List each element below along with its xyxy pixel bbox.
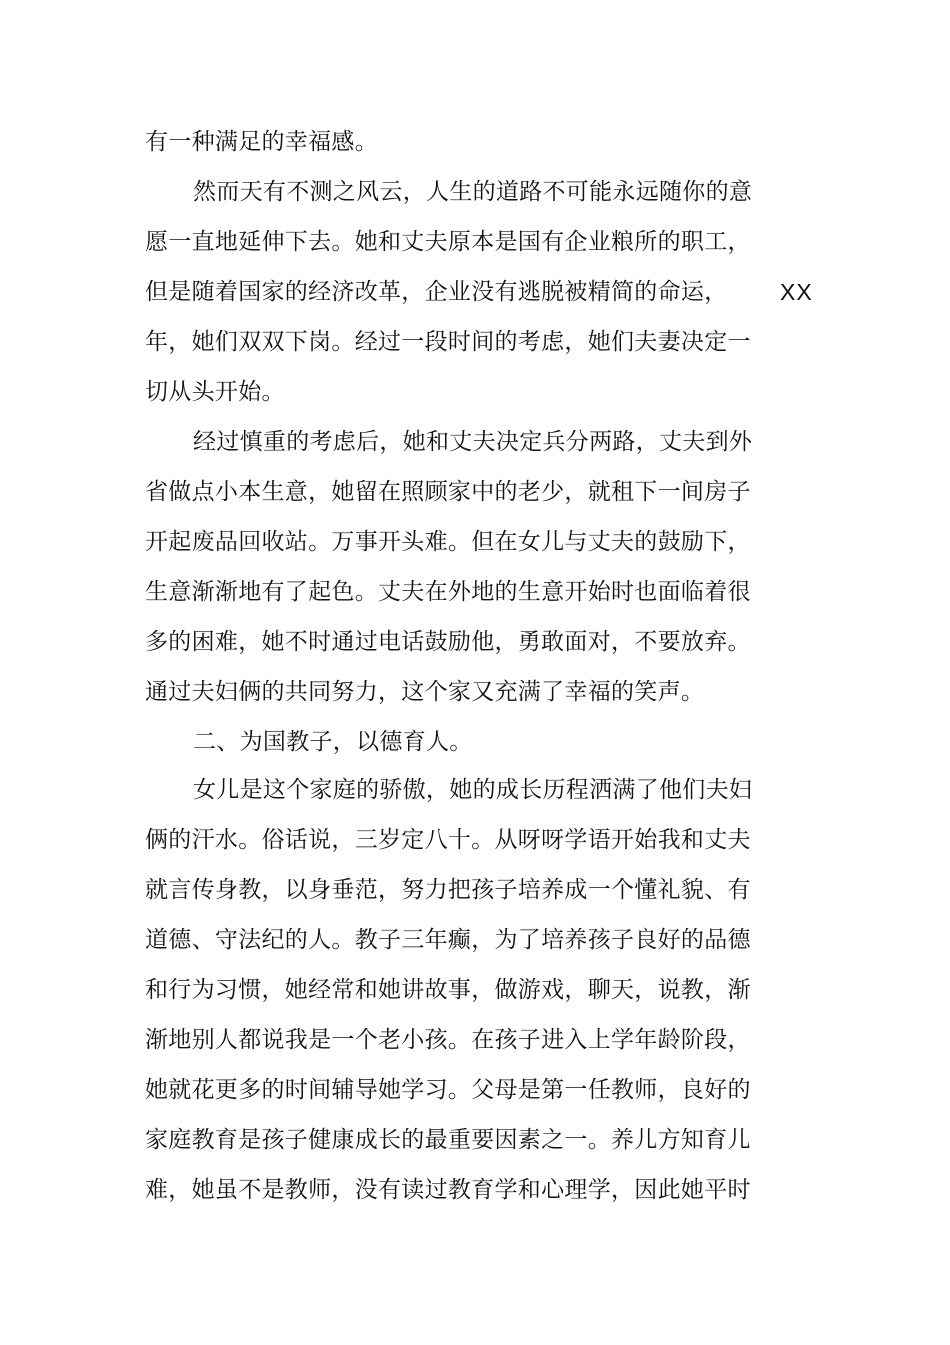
text-line: 切从头开始。 — [145, 379, 285, 405]
section-heading: 二、为国教子，以德育人。 — [193, 729, 473, 755]
text-line: 家庭教育是孩子健康成长的最重要因素之一。养儿方知育儿 — [145, 1127, 751, 1153]
text-line: 道德、守法纪的人。教子三年癫，为了培养孩子良好的品德 — [145, 927, 751, 953]
text-line: 开起废品回收站。万事开头难。但在女儿与丈夫的鼓励下， — [145, 529, 751, 555]
paragraph-start-line: 女儿是这个家庭的骄傲，她的成长历程洒满了他们夫妇 — [193, 777, 753, 803]
text-line: 年，她们双双下岗。经过一段时间的考虑，她们夫妻决定一 — [145, 329, 751, 355]
text-line: 渐地别人都说我是一个老小孩。在孩子进入上学年龄阶段， — [145, 1027, 751, 1053]
text-line: 生意渐渐地有了起色。丈夫在外地的生意开始时也面临着很 — [145, 579, 751, 605]
paragraph-start-line: 然而天有不测之风云，人生的道路不可能永远随你的意 — [193, 179, 753, 205]
text-line: 多的困难，她不时通过电话鼓励他，勇敢面对，不要放弃。 — [145, 629, 751, 655]
text-line: 愿一直地延伸下去。她和丈夫原本是国有企业粮所的职工， — [145, 229, 751, 255]
text-line: 和行为习惯，她经常和她讲故事，做游戏，聊天，说教，渐 — [145, 977, 751, 1003]
text-line: 难，她虽不是教师，没有读过教育学和心理学，因此她平时 — [145, 1177, 751, 1203]
text-line: 有一种满足的幸福感。 — [145, 129, 378, 155]
text-line: 俩的汗水。俗话说，三岁定八十。从呀呀学语开始我和丈夫 — [145, 827, 751, 853]
text-line: 但是随着国家的经济改革，企业没有逃脱被精简的命运， — [145, 279, 728, 305]
text-line: 省做点小本生意，她留在照顾家中的老少，就租下一间房子 — [145, 479, 751, 505]
text-line: 通过夫妇俩的共同努力，这个家又充满了幸福的笑声。 — [145, 679, 705, 705]
margin-note: XX — [780, 279, 813, 305]
paragraph-start-line: 经过慎重的考虑后，她和丈夫决定兵分两路，丈夫到外 — [193, 429, 753, 455]
text-line: 她就花更多的时间辅导她学习。父母是第一任教师，良好的 — [145, 1077, 751, 1103]
text-line: 就言传身教，以身垂范，努力把孩子培养成一个懂礼貌、有 — [145, 877, 751, 903]
